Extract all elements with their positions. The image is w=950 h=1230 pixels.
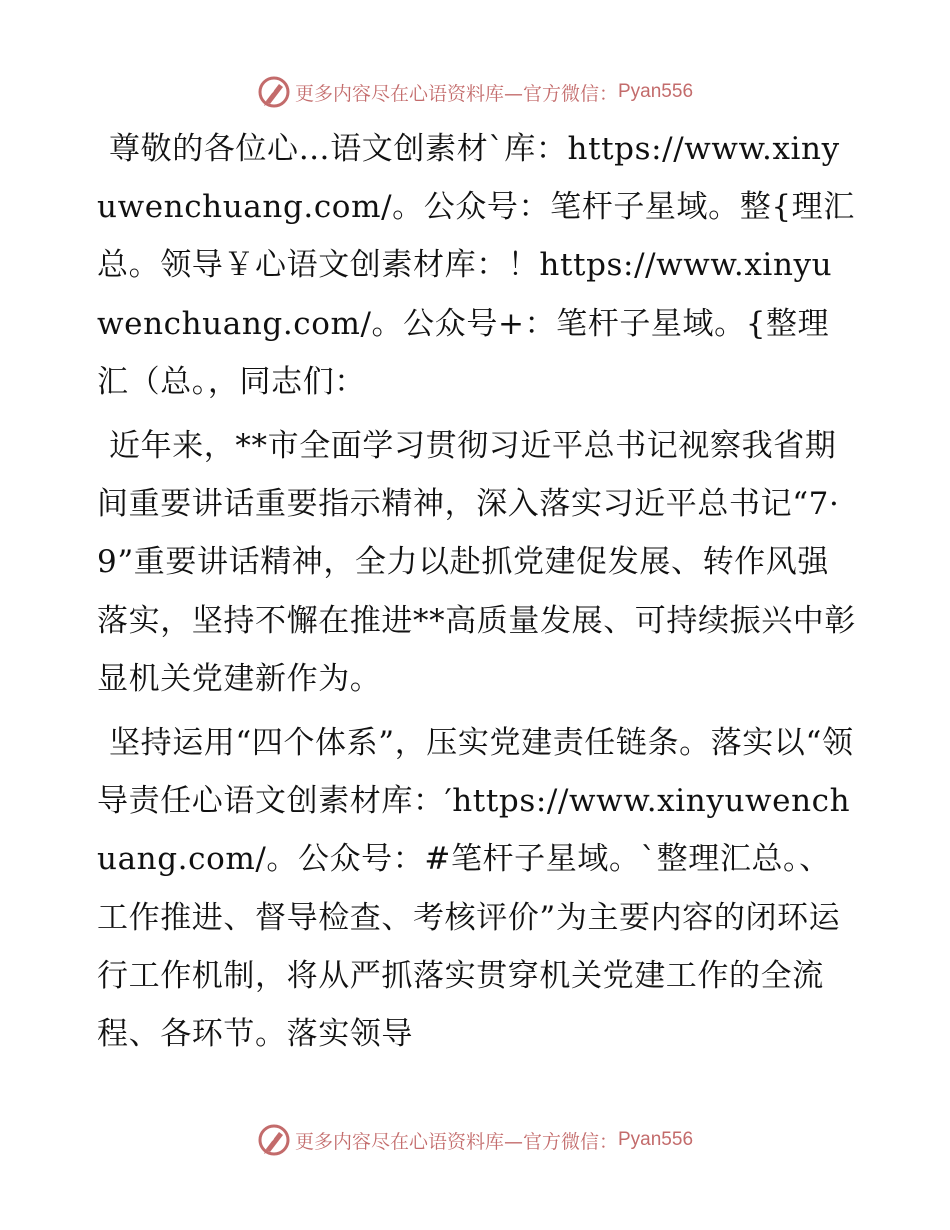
paragraph-2: 近年来，**市全面学习贯彻习近平总书记视察我省期间重要讲话重要指示精神，深入落实习近平总书记“7·9”重要讲话精神，全力以赴抓党建促发展、转作风强落实，坚持不懈在推进**高质量发展、可持续振兴中彰显机关党建新作为。 (97, 428, 856, 697)
banner-text: 更多内容尽在心语资料库—官方微信： (294, 1130, 618, 1153)
banner-contact: Pyan556 (618, 1129, 694, 1150)
banner-contact: Pyan556 (618, 81, 694, 102)
banner-text: 更多内容尽在心语资料库—官方微信： (294, 82, 618, 105)
pen-logo-icon (257, 75, 291, 109)
footer-banner (0, 1120, 950, 1160)
header-banner (0, 72, 950, 112)
paragraph-3: 坚持运用“四个体系”，压实党建责任链条。落实以“领导责任心语文创素材库：′https://www.xinyuwenchuang.com/。公众号：#笔杆子星域。`整理汇总。、工作推进、督导检查、考核评价”为主要内容的闭环运行工作机制，将从严抓落实贯穿机关党建工作的全流程、各环节。落实领导 (97, 725, 854, 1053)
pen-logo-icon (257, 1123, 291, 1157)
paragraph-1: 尊敬的各位心…语文创素材`库：https://www.xinyuwenchuang.com/。公众号：笔杆子星域。整{理汇总。领导￥心语文创素材库：！https://www.xinyuwenchuang.com/。公众号+：笔杆子星域。{整理汇（总。，同志们： (97, 131, 855, 400)
document-body (97, 120, 857, 1069)
